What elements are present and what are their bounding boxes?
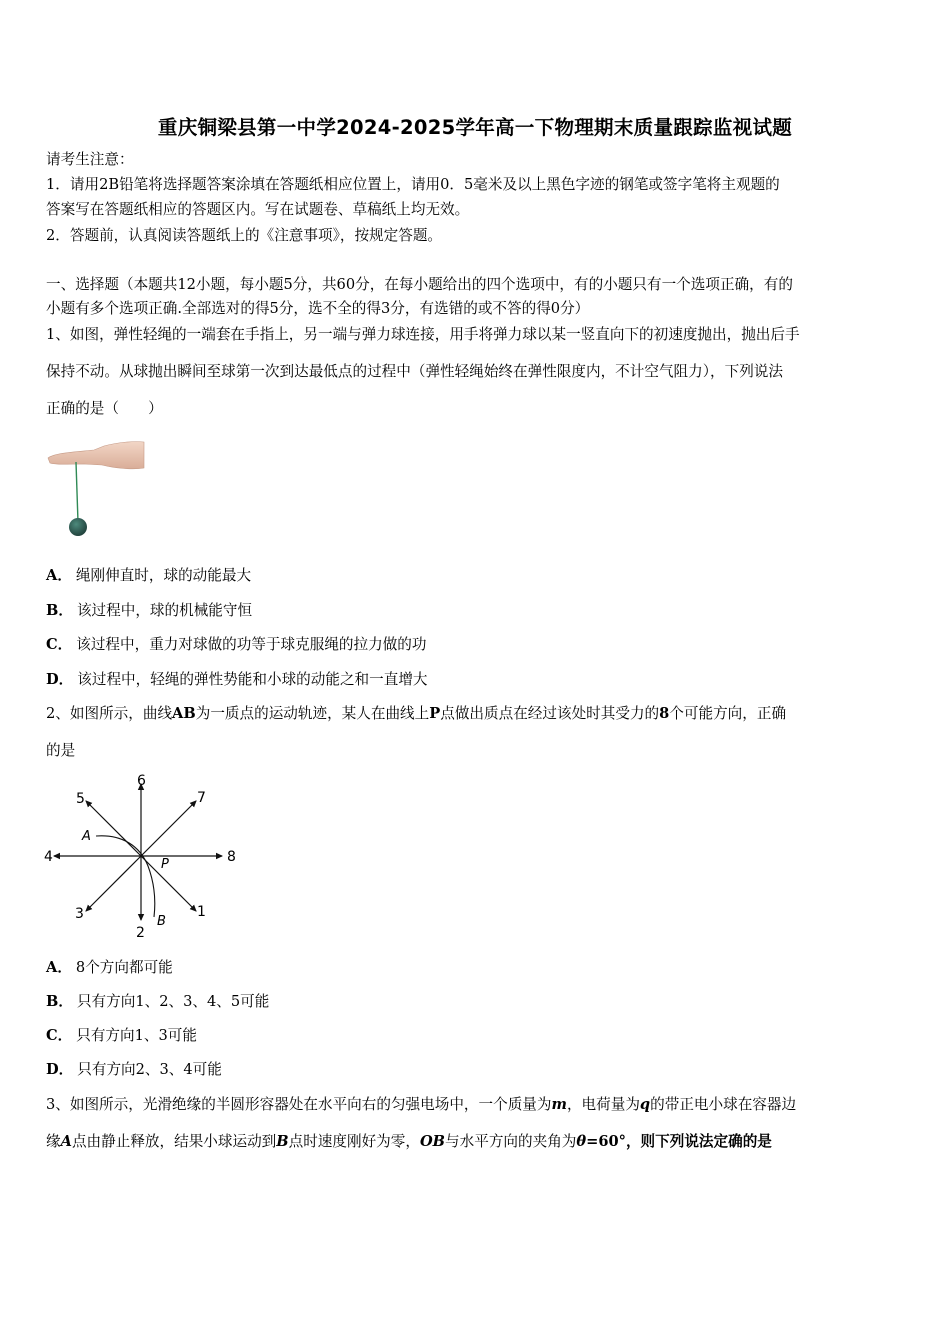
notice-item-2: 2．答题前，认真阅读答题纸上的《注意事项》，按规定答题。	[46, 227, 443, 244]
label-dir-4: 4	[44, 849, 53, 865]
label-dir-7: 7	[197, 790, 206, 806]
q2-option-c[interactable]: C． 只有方向1、3可能	[46, 1027, 197, 1044]
label-dir-3: 3	[75, 906, 84, 922]
question-3-line-2: 缘A点由静止释放，结果小球运动到B点时速度刚好为零，OB与水平方向的夹角为θ=60°，则下列说法定确的是	[46, 1133, 772, 1150]
notice-heading: 请考生注意：	[46, 151, 134, 168]
trajectory-curve	[96, 836, 155, 917]
label-point-b: B	[157, 914, 166, 929]
bounce-ball	[69, 518, 87, 536]
direction-arrow-3	[86, 856, 141, 911]
label-point-p: P	[161, 857, 169, 872]
notice-item-1-line-2: 答案写在答题纸相应的答题区内。写在试题卷、草稿纸上均无效。	[46, 201, 470, 218]
q2-option-b[interactable]: B． 只有方向1、2、3、4、5可能	[46, 993, 270, 1010]
label-dir-2: 2	[136, 925, 145, 941]
question-1-line-3: 正确的是（ ）	[46, 400, 163, 417]
q1-option-d[interactable]: D． 该过程中，轻绳的弹性势能和小球的动能之和一直增大	[46, 671, 428, 688]
label-dir-6: 6	[137, 773, 146, 789]
section-heading-line-2: 小题有多个选项正确.全部选对的得5分，选不全的得3分，有选错的或不答的得0分）	[46, 300, 590, 317]
label-dir-5: 5	[76, 791, 85, 807]
question-2-line-2: 的是	[46, 742, 76, 759]
force-direction-figure	[40, 770, 250, 942]
q2-option-d[interactable]: D． 只有方向2、3、4可能	[46, 1061, 222, 1078]
section-heading-line-1: 一、选择题（本题共12小题，每小题5分，共60分，在每小题给出的四个选项中，有的小题只有一个选项正确，有的	[46, 276, 793, 293]
hand-ball-figure	[44, 438, 148, 542]
q1-option-b[interactable]: B． 该过程中，球的机械能守恒	[46, 602, 253, 619]
direction-arrow-7	[141, 801, 196, 856]
q1-option-c[interactable]: C． 该过程中，重力对球做的功等于球克服绳的拉力做的功	[46, 636, 427, 653]
question-3-line-1: 3、如图所示，光滑绝缘的半圆形容器处在水平向右的匀强电场中，一个质量为m，电荷量为q的带正电小球在容器边	[46, 1096, 797, 1113]
hand-shape	[48, 442, 144, 469]
notice-item-1-line-1: 1．请用2B铅笔将选择题答案涂填在答题纸相应位置上，请用0．5毫米及以上黑色字迹的钢笔或签字笔将主观题的	[46, 176, 780, 193]
elastic-cord	[76, 462, 78, 522]
label-dir-8: 8	[227, 849, 236, 865]
q2-option-a[interactable]: A． 8个方向都可能	[46, 959, 173, 976]
question-1-line-2: 保持不动。从球抛出瞬间至球第一次到达最低点的过程中（弹性轻绳始终在弹性限度内，不计空气阻力），下列说法	[46, 363, 783, 380]
label-dir-1: 1	[197, 904, 206, 920]
question-1-line-1: 1、如图，弹性轻绳的一端套在手指上，另一端与弹力球连接，用手将弹力球以某一竖直向下的初速度抛出，抛出后手	[46, 326, 800, 343]
q1-option-a[interactable]: A． 绳刚伸直时，球的动能最大	[46, 567, 252, 584]
question-2-line-1: 2、如图所示，曲线AB为一质点的运动轨迹，某人在曲线上P点做出质点在经过该处时其受力的8个可能方向，正确	[46, 705, 787, 722]
direction-arrow-5	[86, 801, 141, 856]
label-point-a: A	[82, 829, 91, 844]
page-title: 重庆铜梁县第一中学2024-2025学年高一下物理期末质量跟踪监视试题	[157, 116, 793, 139]
